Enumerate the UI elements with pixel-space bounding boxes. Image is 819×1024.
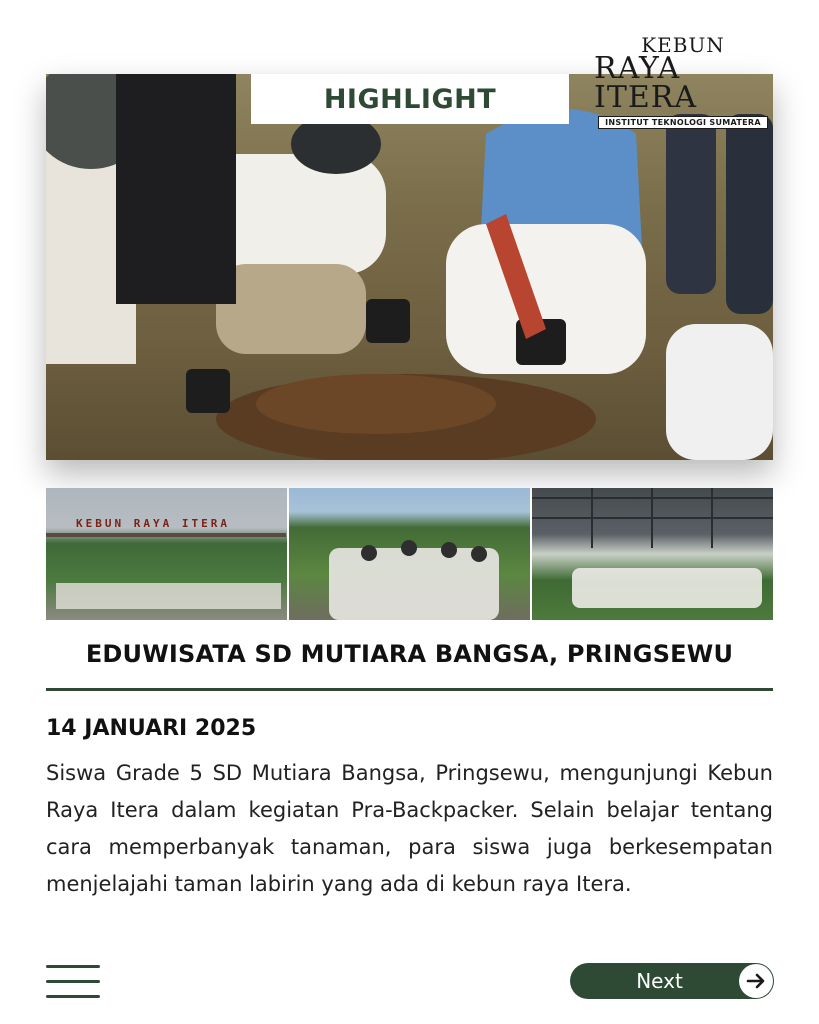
next-button-label: Next bbox=[636, 969, 683, 993]
menu-bar bbox=[46, 995, 100, 998]
logo-badge: INSTITUT TEKNOLOGI SUMATERA bbox=[598, 116, 768, 129]
title-divider bbox=[46, 688, 773, 691]
kebun-raya-itera-logo bbox=[594, 32, 772, 132]
next-button[interactable] bbox=[570, 963, 774, 999]
greenhouse-illustration bbox=[532, 488, 773, 620]
entrance-sign: KEBUN RAYA ITERA bbox=[76, 517, 230, 530]
garden-group-illustration bbox=[289, 488, 529, 620]
photo-gallery bbox=[46, 488, 773, 620]
article-title: EDUWISATA SD MUTIARA BANGSA, PRINGSEWU bbox=[85, 640, 734, 668]
gallery-photo-entrance bbox=[46, 488, 287, 620]
article-body: Siswa Grade 5 SD Mutiara Bangsa, Pringsewu, mengunjungi Kebun Raya Itera dalam kegiatan Pra-Backpacker. Selain belajar tentang cara memperbanyak tanaman, para siswa juga berkesempatan menjelajahi taman labirin yang ada di kebun raya Itera. bbox=[46, 761, 773, 896]
entrance-illustration bbox=[46, 488, 286, 620]
logo-line-1: KEBUN bbox=[641, 33, 725, 57]
arrow-right-icon bbox=[739, 964, 773, 998]
gallery-photo-garden-group bbox=[289, 488, 530, 620]
gallery-photo-greenhouse bbox=[532, 488, 773, 620]
menu-bar bbox=[46, 965, 100, 968]
highlight-label: HIGHLIGHT bbox=[251, 74, 569, 124]
hamburger-menu-icon[interactable] bbox=[46, 963, 100, 999]
article-date: 14 JANUARI 2025 bbox=[46, 716, 257, 741]
logo-line-2: RAYA ITERA bbox=[594, 51, 698, 115]
menu-bar bbox=[46, 980, 100, 983]
